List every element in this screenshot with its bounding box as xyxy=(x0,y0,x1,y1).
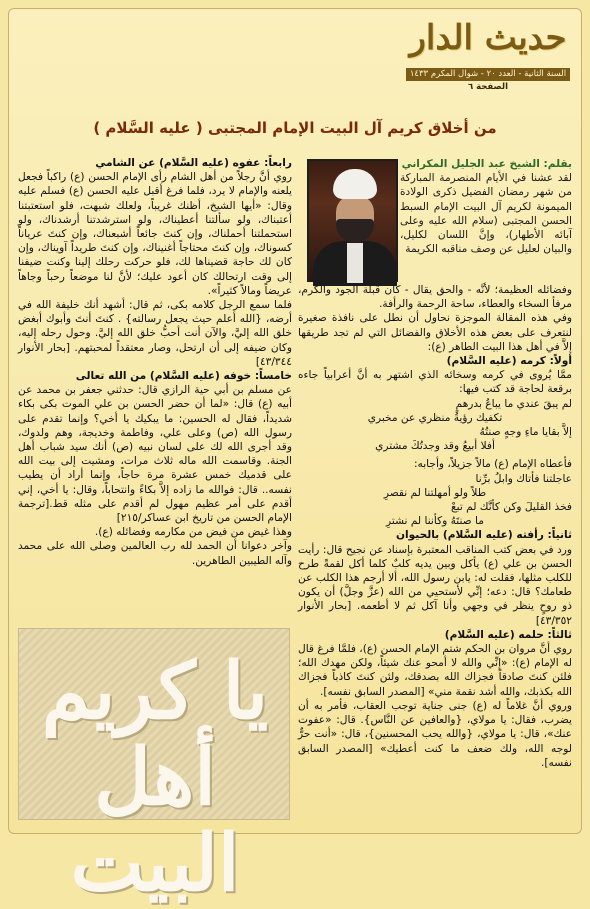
author-photo xyxy=(307,159,398,282)
paragraph: ممَّا يُروى في كرمه وسخائه الذي اشتهر به أنَّ أعرابياً جاءه برقعة لحاجة قد كتب فيها: xyxy=(298,369,572,396)
photo-beard xyxy=(336,219,374,243)
paragraph: وآخر دعوانا أن الحمد لله رب العالمين وصلى الله على محمد وآله الطيبين الطاهرين. xyxy=(18,540,292,567)
paragraph: روي أنَّ مروان بن الحكم شتم الإمام الحسن (ع)، فلمَّا فرغ قال له الإمام (ع): «إنِّي والله لا أمحو عنك شيئاً، ولكن مهدك الله؛ فلئن كنتَ صادقاً فجزاك الله بصدقك، ولئن كنتَ كاذباً فجزاك الله بكذبك، والله أشد نقمة مني» [المصدر السابق نفسه]. xyxy=(298,643,572,698)
paragraph: وروي أنَّ غلاماً له (ع) جنى جناية توجب العقاب، فأمر به أن يضرب، فقال: يا مولاي، {والعافين عن النَّاس}. قال: «عفوت عنك»، قال: يا مولاي، {والله يحب المحسنين}، قال: «أنت حرٌّ لوجه الله، ولك ضعف ما كنت أعطيك» [المصدر السابق نفسه]. xyxy=(298,699,572,769)
paragraph: ورد في بعض كتب المناقب المعتبرة بإسناد عن نجيح قال: رأيت الحسن بن علي (ع) يأكل وبين يديه كلبٌ كلما أكل لقمةً طرح للكلب مثلها، فقلت له: يابن رسول الله، ألا أرجم هذا الكلب عن طعامك؟ قال: دعه؛ إنِّي لأستحيي من الله (عزَّ وجلَّ) أن يكون ذو روحٍ ينظر في وجهي وأنا آكل ثم لا أطعمه. [بحار الأنوار ٤٣/٣٥٢] xyxy=(298,543,572,627)
right-column xyxy=(298,283,572,770)
calligraphy-art: يا كريم أهل البيت xyxy=(41,646,269,909)
paragraph: وفضائله العظيمة؛ لأنَّه - والحق يقال - كان قبلة الجود والكرم، مرفأ السخاء والعطاء، ساحة الرحمة والرأفة. xyxy=(298,284,572,311)
page-number: الصفحة ٦ xyxy=(467,82,509,92)
magazine-logo: حديث الدار xyxy=(409,18,567,58)
poem-line: ما صنتَهُ وكأننا لم نشترِ xyxy=(386,515,484,528)
section-heading: خامساً: خوفه (عليه السَّلام) من الله تعالى xyxy=(75,370,292,383)
section-heading: ثالثاً: حلمه (عليه السَّلام) xyxy=(444,628,572,641)
article-title: من أخلاق كريم آل البيت الإمام المجتبى ( عليه السَّلام ) xyxy=(93,119,497,137)
poem-line: لم يبقَ عندي ما يباعُ بدرهمٍ xyxy=(455,397,572,410)
calligraphy-panel xyxy=(18,628,290,909)
section-heading: ثانياً: رأفته (عليه السَّلام) بالحيوان xyxy=(395,529,572,542)
paragraph: وهذا غيض من فيض من مكارمه وفضائله (ع). xyxy=(94,526,292,539)
paragraph: عن مسلم بن أبي حية الرازي قال: حدثني جعفر بن محمد عن أبيه (ع) قال: «لما أن حضر الحسن بن علي الموت بكى بكاء شديداً، فقال له الحسين: ما يبكيك يا أخي؟ وإنما تقدم على رسول الله (ص) وعلى علي، وفاطمة وخديجة، وهم ولدوك، وقد أجرى الله لك على لسان نبيه (ص) أنك سيد شباب أهل الجنة. وقاسمت الله ماله ثلاث مرات، ومشيت إلى بيت الله على قدميك خمس عشرة مرة حاجاً، وإنما أراد أن يطيب نفسه.. قال: فوالله ما زاده إلاَّ بكاءً وانتحاباً، وقال: يا أخي، إني أقدم على أمر عظيم مهول لم أقدم على مثله قط.[ترجمة الإمام الحسن من تاريخ ابن عساكر/٢١٥] xyxy=(18,384,292,525)
poem-line: طلاً ولو أمهلتنا لم نقصرِ xyxy=(383,486,487,499)
poem-line: فخذ القليلَ وكن كأنَّك لم تبعْ xyxy=(451,501,572,514)
photo-turban xyxy=(333,169,377,199)
paragraph: فأعطاه الإمام (ع) مالاً جزيلاً، وأجابه: xyxy=(413,458,572,471)
poem-line: إلاَّ بقايا ماءِ وجهٍ صنتُهُ xyxy=(479,426,572,439)
poem-line: عاجلتنا فأتاك وابلُ برِّنا xyxy=(475,472,572,485)
byline-block xyxy=(400,157,572,256)
paragraph: روي أنَّ رجلاً من أهل الشام رأى الإمام الحسن (ع) راكباً فجعل يلعنه والإمام لا يرد، فلما فرغ أقبل عليه الحسن (ع) فسلم عليه وقال: «أيها الشيخ، أظنك غريباً، ولعلك شبهت، فلو استعتبتنا أعتبناك، ولو سألتنا أعطيناك، ولو استرشدتنا أرشدناك، ولو استحملتنا أحملناك، وإن كنتَ جائعاً أشبعناك، وإن كنتَ عرياناً كسوناك، وإن كنتَ محتاجاً أغنيناك، وإن كنتَ طريداً آويناك، وإن كان لك حاجة قضيناها لك، فلو حركت رحلك إلينا وكنت ضيفنا إلى وقت ارتحالك كان أعود عليك؛ لأنَّ لنا موضعاً رحباً وجاهاً عريضاً ومالاً كثيراً». xyxy=(18,171,292,297)
issue-line: السنة الثانية - العدد ٢٠ - شوال المكرم ١٤٣٣ xyxy=(406,68,570,81)
section-heading: أولاً: كرمه (عليه السَّلام) xyxy=(446,355,572,368)
poem-line: أفلا أبيعُ وقد وجدتُكَ مشتري xyxy=(375,440,495,453)
left-column xyxy=(18,156,292,568)
section-heading: رابعاً: عفوه (عليه السَّلام) عن الشامي xyxy=(95,157,292,169)
paragraph: فلما سمع الرجل كلامه بكى، ثم قال: أشهد أنك خليفة الله في أرضه، {الله أعلم حيث يجعل رسالته} . كنتَ أنتَ وأبوك أبغض خلق الله إليَّ، والآن أنت أحبُّ خلق الله إليَّ. وحول رحله إليه، وكان ضيفه إلى أن ارتحل، وصار معتقداً لمحبتهم. [بحار الأنوار ٤٣/٣٤٤] xyxy=(18,299,292,368)
masthead xyxy=(400,10,576,92)
paragraph: وفي هذه المقالة الموجزة نحاول أن نطل على نافذة صغيرة لنتعرف على بعض هذه الأخلاق والفضائل التي لم تجد طريقها إلاَّ في أهل هذا البيت الطاهر (ع): xyxy=(298,312,572,353)
poem-line: تكفيك رؤيةُ منظري عن مخبري xyxy=(367,411,503,424)
intro-paragraph: لقد عشنا في الأيام المنصرمة المباركة من شهر رمضان الفضيل ذكرى الولادة الميمونة لكريم آل البيت الإمام السبط الحسن المجتبى (سلام الله عليه وعلى آبائه الأطهار)، وإنَّ اللسان لكليل، والبيان لعليل عن وصف مناقبه الكريمة xyxy=(400,172,572,256)
author-name: بقلم: الشيخ عبد الجليل المكراني xyxy=(401,158,572,170)
photo-collar xyxy=(347,243,363,283)
